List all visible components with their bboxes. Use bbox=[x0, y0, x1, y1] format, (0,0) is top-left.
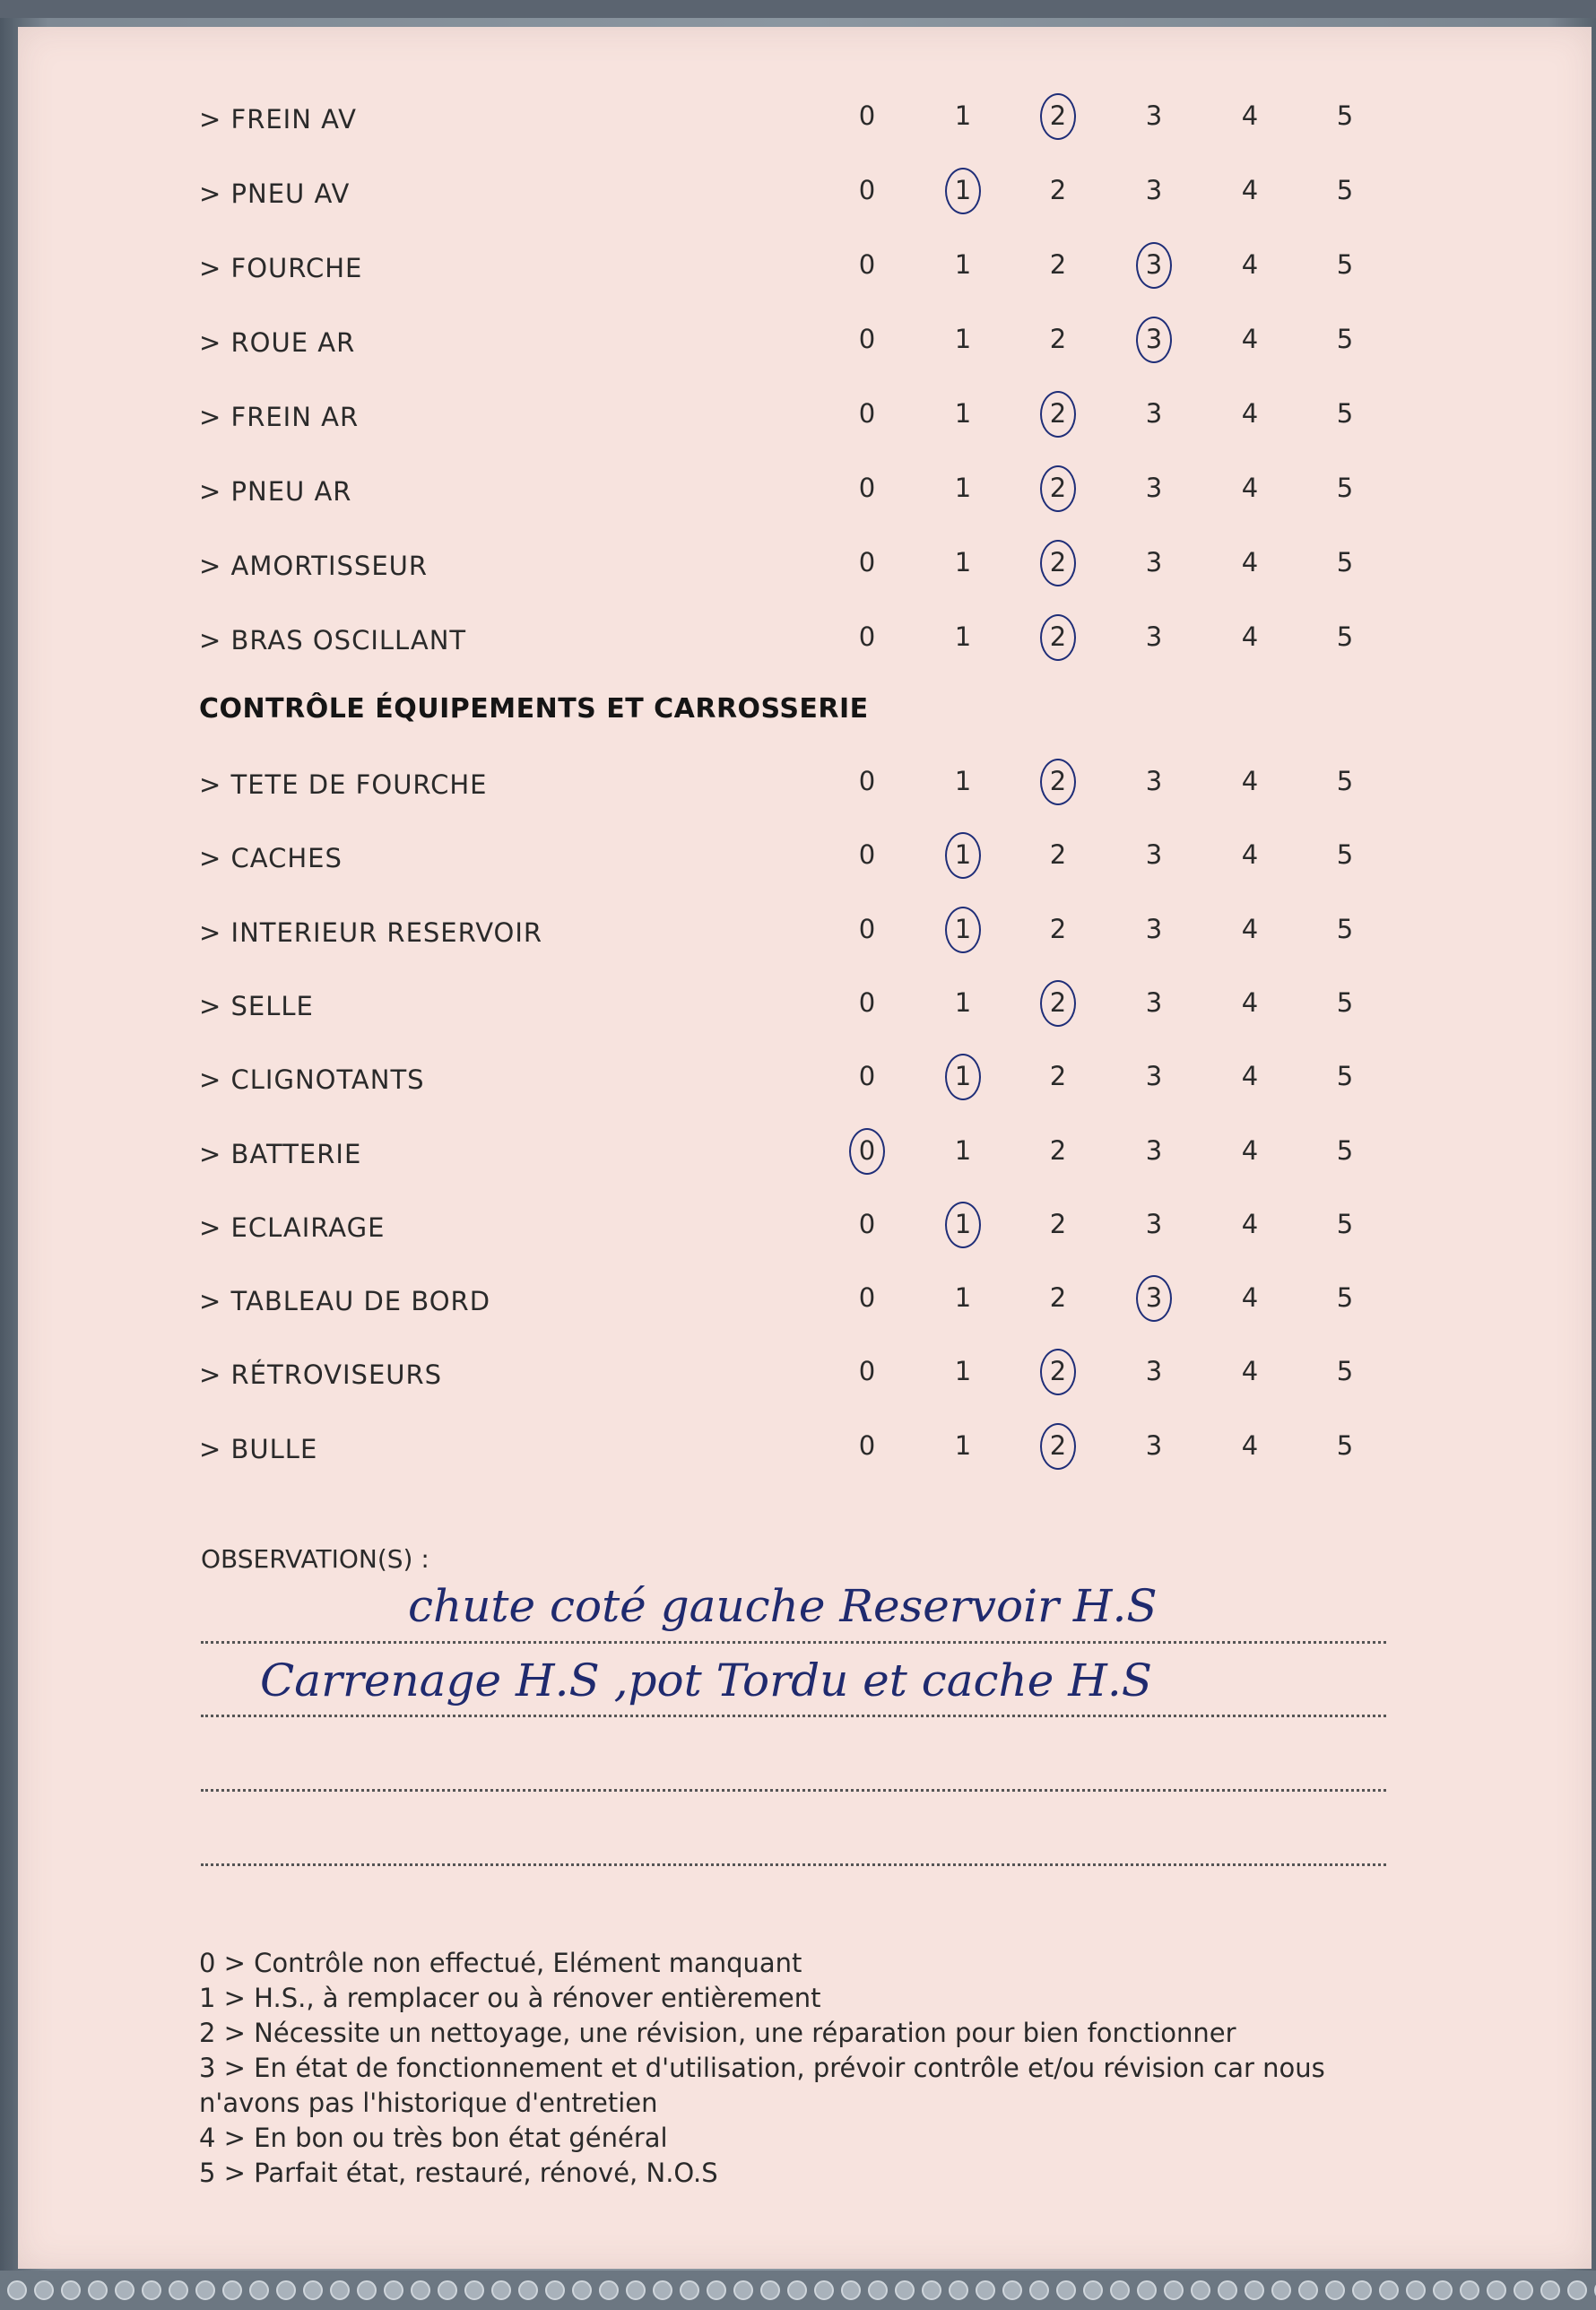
punch-hole bbox=[1056, 2280, 1076, 2300]
score-option[interactable]: 0 bbox=[858, 473, 876, 503]
punch-hole bbox=[491, 2280, 511, 2300]
score-option[interactable]: 2 bbox=[1049, 913, 1067, 944]
score-option[interactable]: 1 bbox=[954, 1356, 972, 1387]
score-selected[interactable]: 3 bbox=[1136, 1282, 1172, 1313]
score-selected[interactable]: 2 bbox=[1040, 766, 1076, 796]
checklist-row bbox=[199, 249, 1365, 289]
row-label: > CACHES bbox=[199, 843, 343, 874]
checklist-row bbox=[199, 839, 1365, 879]
score-option[interactable]: 5 bbox=[1336, 100, 1354, 131]
punch-hole bbox=[222, 2280, 242, 2300]
score-option[interactable]: 0 bbox=[858, 175, 876, 205]
punch-hole bbox=[34, 2280, 54, 2300]
punch-hole bbox=[1406, 2280, 1426, 2300]
punch-hole bbox=[545, 2280, 565, 2300]
score-option[interactable]: 5 bbox=[1336, 175, 1354, 205]
score-selected[interactable]: 1 bbox=[945, 839, 981, 870]
rating-legend bbox=[199, 1946, 1383, 2191]
observation-line-4 bbox=[201, 1863, 1386, 1866]
score-option[interactable]: 5 bbox=[1336, 1282, 1354, 1314]
score-option[interactable]: 5 bbox=[1336, 1356, 1354, 1387]
punch-hole bbox=[653, 2280, 672, 2300]
score-selected[interactable]: 1 bbox=[945, 1061, 981, 1091]
punch-hole bbox=[1191, 2280, 1210, 2300]
score-option[interactable]: 5 bbox=[1336, 249, 1354, 280]
observation-line-2-text: Carrenage H.S ,pot Tordu et cache H.S bbox=[260, 1654, 1152, 1706]
observations-title: OBSERVATION(S) : bbox=[201, 1544, 429, 1574]
score-option[interactable]: 3 bbox=[1145, 473, 1163, 503]
score-option[interactable]: 0 bbox=[858, 100, 876, 131]
row-label: > FREIN AR bbox=[199, 402, 360, 432]
score-option[interactable]: 4 bbox=[1241, 1061, 1259, 1092]
score-option[interactable]: 2 bbox=[1049, 1061, 1067, 1092]
legend-item: 5 > Parfait état, restauré, rénové, N.O.S bbox=[199, 2158, 718, 2188]
row-label: > SELLE bbox=[199, 990, 314, 1021]
score-option[interactable]: 3 bbox=[1145, 1061, 1163, 1092]
score-option[interactable]: 1 bbox=[954, 621, 972, 652]
punch-hole bbox=[1164, 2280, 1184, 2300]
score-option[interactable]: 5 bbox=[1336, 1134, 1354, 1166]
punch-hole bbox=[88, 2280, 108, 2300]
score-option[interactable]: 1 bbox=[954, 1134, 972, 1166]
score-option[interactable]: 2 bbox=[1049, 1282, 1067, 1314]
score-option[interactable]: 5 bbox=[1336, 986, 1354, 1018]
score-option[interactable]: 4 bbox=[1241, 1134, 1259, 1166]
punch-hole bbox=[169, 2280, 188, 2300]
score-option[interactable]: 2 bbox=[1049, 1208, 1067, 1239]
score-option[interactable]: 3 bbox=[1145, 1134, 1163, 1166]
score-option[interactable]: 4 bbox=[1241, 473, 1259, 503]
checklist-row bbox=[199, 1429, 1365, 1470]
punch-hole bbox=[1487, 2280, 1506, 2300]
punch-hole bbox=[411, 2280, 430, 2300]
score-option[interactable]: 1 bbox=[954, 100, 972, 131]
punch-hole bbox=[760, 2280, 780, 2300]
score-option[interactable]: 5 bbox=[1336, 324, 1354, 354]
punch-hole bbox=[626, 2280, 646, 2300]
score-option[interactable]: 3 bbox=[1145, 986, 1163, 1018]
score-option[interactable]: 5 bbox=[1336, 1429, 1354, 1461]
score-option[interactable]: 0 bbox=[858, 1429, 876, 1461]
row-label: > BATTERIE bbox=[199, 1138, 362, 1169]
punch-hole bbox=[1540, 2280, 1560, 2300]
punch-hole bbox=[1514, 2280, 1533, 2300]
score-option[interactable]: 4 bbox=[1241, 175, 1259, 205]
punch-hole bbox=[680, 2280, 699, 2300]
checklist-row bbox=[199, 324, 1365, 363]
score-option[interactable]: 3 bbox=[1145, 621, 1163, 652]
punch-hole bbox=[1002, 2280, 1022, 2300]
legend-item: 1 > H.S., à remplacer ou à rénover entièrement bbox=[199, 1983, 821, 2013]
checklist-row bbox=[199, 473, 1365, 512]
score-option[interactable]: 5 bbox=[1336, 547, 1354, 578]
score-option[interactable]: 3 bbox=[1145, 1208, 1163, 1239]
score-option[interactable]: 0 bbox=[858, 913, 876, 944]
score-option[interactable]: 4 bbox=[1241, 324, 1259, 354]
punch-hole bbox=[787, 2280, 807, 2300]
score-option[interactable]: 0 bbox=[858, 621, 876, 652]
score-option[interactable]: 4 bbox=[1241, 1356, 1259, 1387]
legend-item: 4 > En bon ou très bon état général bbox=[199, 2123, 668, 2153]
score-option[interactable]: 3 bbox=[1145, 100, 1163, 131]
score-option[interactable]: 4 bbox=[1241, 398, 1259, 429]
score-option[interactable]: 5 bbox=[1336, 398, 1354, 429]
score-option[interactable]: 4 bbox=[1241, 1208, 1259, 1239]
checklist-row bbox=[199, 1134, 1365, 1175]
punch-hole bbox=[1271, 2280, 1291, 2300]
score-option[interactable]: 2 bbox=[1049, 1134, 1067, 1166]
punch-hole bbox=[814, 2280, 834, 2300]
score-option[interactable]: 2 bbox=[1049, 324, 1067, 354]
row-label: > ECLAIRAGE bbox=[199, 1211, 386, 1243]
score-option[interactable]: 0 bbox=[858, 324, 876, 354]
punch-hole bbox=[707, 2280, 726, 2300]
score-option[interactable]: 0 bbox=[858, 249, 876, 280]
score-option[interactable]: 4 bbox=[1241, 986, 1259, 1018]
punch-hole bbox=[142, 2280, 161, 2300]
punch-hole bbox=[1029, 2280, 1049, 2300]
score-option[interactable]: 0 bbox=[858, 986, 876, 1018]
row-label: > INTERIEUR RESERVOIR bbox=[199, 916, 543, 948]
punch-hole bbox=[976, 2280, 995, 2300]
score-option[interactable]: 3 bbox=[1145, 766, 1163, 796]
punch-hole bbox=[733, 2280, 753, 2300]
legend-item: 0 > Contrôle non effectué, Elément manquant bbox=[199, 1948, 802, 1978]
score-option[interactable]: 0 bbox=[858, 839, 876, 871]
score-option[interactable]: 0 bbox=[858, 1282, 876, 1314]
punch-hole bbox=[249, 2280, 269, 2300]
row-label: > ROUE AR bbox=[199, 327, 356, 358]
score-option[interactable]: 0 bbox=[858, 1356, 876, 1387]
score-option[interactable]: 1 bbox=[954, 547, 972, 578]
score-option[interactable]: 1 bbox=[954, 398, 972, 429]
punch-hole bbox=[384, 2280, 403, 2300]
punch-hole bbox=[868, 2280, 888, 2300]
punch-hole bbox=[115, 2280, 134, 2300]
score-option[interactable]: 0 bbox=[858, 766, 876, 796]
punch-hole bbox=[330, 2280, 350, 2300]
checklist-row bbox=[199, 621, 1365, 661]
score-selected[interactable]: 2 bbox=[1040, 473, 1076, 503]
score-option[interactable]: 5 bbox=[1336, 473, 1354, 503]
checklist-row bbox=[199, 986, 1365, 1027]
score-option[interactable]: 3 bbox=[1145, 913, 1163, 944]
legend-item: 2 > Nécessite un nettoyage, une révision, une réparation pour bien fonctionner bbox=[199, 2018, 1236, 2048]
score-option[interactable]: 4 bbox=[1241, 547, 1259, 578]
row-label: > PNEU AR bbox=[199, 476, 352, 507]
observation-line-1 bbox=[201, 1641, 1386, 1644]
score-option[interactable]: 4 bbox=[1241, 1429, 1259, 1461]
punch-hole bbox=[357, 2280, 377, 2300]
score-option[interactable]: 1 bbox=[954, 1429, 972, 1461]
row-label: > AMORTISSEUR bbox=[199, 551, 429, 581]
score-selected[interactable]: 2 bbox=[1040, 987, 1076, 1018]
score-option[interactable]: 3 bbox=[1145, 398, 1163, 429]
score-option[interactable]: 3 bbox=[1145, 547, 1163, 578]
score-selected[interactable]: 2 bbox=[1040, 100, 1076, 131]
score-selected[interactable]: 1 bbox=[945, 175, 981, 205]
score-option[interactable]: 0 bbox=[858, 1208, 876, 1239]
score-option[interactable]: 0 bbox=[858, 547, 876, 578]
punch-hole bbox=[303, 2280, 323, 2300]
score-option[interactable]: 3 bbox=[1145, 1356, 1163, 1387]
score-selected[interactable]: 3 bbox=[1136, 324, 1172, 354]
score-option[interactable]: 3 bbox=[1145, 1429, 1163, 1461]
checklist-row bbox=[199, 913, 1365, 953]
section-title: CONTRÔLE ÉQUIPEMENTS ET CARROSSERIE bbox=[199, 693, 869, 725]
score-option[interactable]: 2 bbox=[1049, 175, 1067, 205]
score-option[interactable]: 5 bbox=[1336, 839, 1354, 871]
punch-hole bbox=[841, 2280, 861, 2300]
score-selected[interactable]: 3 bbox=[1136, 249, 1172, 280]
score-option[interactable]: 4 bbox=[1241, 766, 1259, 796]
score-selected[interactable]: 2 bbox=[1040, 547, 1076, 578]
checklist-row bbox=[199, 547, 1365, 586]
score-selected[interactable]: 2 bbox=[1040, 621, 1076, 652]
checklist-row bbox=[199, 1208, 1365, 1248]
score-option[interactable]: 5 bbox=[1336, 1061, 1354, 1092]
punch-hole bbox=[1298, 2280, 1318, 2300]
score-option[interactable]: 3 bbox=[1145, 839, 1163, 871]
punch-hole bbox=[922, 2280, 941, 2300]
score-option[interactable]: 1 bbox=[954, 986, 972, 1018]
row-label: > RÉTROVISEURS bbox=[199, 1359, 443, 1391]
checklist-row bbox=[199, 1061, 1365, 1100]
punch-hole bbox=[1352, 2280, 1372, 2300]
observation-line-2 bbox=[201, 1715, 1386, 1717]
punch-hole bbox=[599, 2280, 619, 2300]
punch-hole bbox=[1245, 2280, 1264, 2300]
score-selected[interactable]: 2 bbox=[1040, 1430, 1076, 1461]
score-option[interactable]: 2 bbox=[1049, 249, 1067, 280]
sleeve-punch-holes bbox=[0, 2271, 1596, 2310]
score-option[interactable]: 5 bbox=[1336, 913, 1354, 944]
observation-line-3 bbox=[201, 1789, 1386, 1792]
row-label: > TETE DE FOURCHE bbox=[199, 769, 488, 800]
score-option[interactable]: 0 bbox=[858, 1061, 876, 1092]
score-option[interactable]: 1 bbox=[954, 1282, 972, 1314]
row-label: > BRAS OSCILLANT bbox=[199, 625, 467, 656]
punch-hole bbox=[195, 2280, 215, 2300]
legend-item: 3 > En état de fonctionnement et d'utilisation, prévoir contrôle et/ou révision car nous n'avons pas l'historique d'entretien bbox=[199, 2053, 1325, 2118]
checklist-row bbox=[199, 1356, 1365, 1395]
score-option[interactable]: 3 bbox=[1145, 175, 1163, 205]
punch-hole bbox=[1110, 2280, 1130, 2300]
score-selected[interactable]: 1 bbox=[945, 914, 981, 944]
punch-hole bbox=[1379, 2280, 1399, 2300]
score-option[interactable]: 1 bbox=[954, 473, 972, 503]
row-label: > PNEU AV bbox=[199, 178, 351, 209]
punch-hole bbox=[518, 2280, 538, 2300]
score-option[interactable]: 4 bbox=[1241, 100, 1259, 131]
punch-hole bbox=[949, 2280, 968, 2300]
punch-hole bbox=[61, 2280, 81, 2300]
punch-hole bbox=[1567, 2280, 1587, 2300]
row-label: > BULLE bbox=[199, 1433, 318, 1464]
score-option[interactable]: 4 bbox=[1241, 249, 1259, 280]
score-option[interactable]: 5 bbox=[1336, 621, 1354, 652]
score-selected[interactable]: 1 bbox=[945, 1209, 981, 1239]
row-label: > FOURCHE bbox=[199, 253, 363, 283]
row-label: > FREIN AV bbox=[199, 104, 357, 135]
score-option[interactable]: 4 bbox=[1241, 1282, 1259, 1314]
row-label: > TABLEAU DE BORD bbox=[199, 1286, 491, 1317]
punch-hole bbox=[1433, 2280, 1453, 2300]
score-option[interactable]: 1 bbox=[954, 766, 972, 796]
punch-hole bbox=[276, 2280, 296, 2300]
punch-hole bbox=[1325, 2280, 1345, 2300]
score-option[interactable]: 0 bbox=[858, 398, 876, 429]
punch-hole bbox=[572, 2280, 592, 2300]
score-option[interactable]: 4 bbox=[1241, 839, 1259, 871]
punch-hole bbox=[7, 2280, 27, 2300]
checklist-row bbox=[199, 175, 1365, 214]
punch-hole bbox=[895, 2280, 915, 2300]
checklist-row bbox=[199, 766, 1365, 805]
punch-hole bbox=[438, 2280, 457, 2300]
punch-hole bbox=[464, 2280, 484, 2300]
checklist-row bbox=[199, 1282, 1365, 1322]
score-option[interactable]: 2 bbox=[1049, 839, 1067, 871]
score-option[interactable]: 5 bbox=[1336, 766, 1354, 796]
score-option[interactable]: 4 bbox=[1241, 913, 1259, 944]
score-selected[interactable]: 2 bbox=[1040, 398, 1076, 429]
score-option[interactable]: 1 bbox=[954, 324, 972, 354]
punch-hole bbox=[1218, 2280, 1237, 2300]
punch-hole bbox=[1083, 2280, 1103, 2300]
checklist-row bbox=[199, 398, 1365, 438]
punch-hole bbox=[1137, 2280, 1157, 2300]
score-option[interactable]: 4 bbox=[1241, 621, 1259, 652]
score-selected[interactable]: 0 bbox=[849, 1135, 885, 1166]
observation-line-1-text: chute coté gauche Reservoir H.S bbox=[408, 1580, 1158, 1632]
score-option[interactable]: 5 bbox=[1336, 1208, 1354, 1239]
score-selected[interactable]: 2 bbox=[1040, 1356, 1076, 1386]
row-label: > CLIGNOTANTS bbox=[199, 1064, 425, 1096]
punch-hole bbox=[1460, 2280, 1479, 2300]
checklist-row bbox=[199, 100, 1365, 140]
score-option[interactable]: 1 bbox=[954, 249, 972, 280]
